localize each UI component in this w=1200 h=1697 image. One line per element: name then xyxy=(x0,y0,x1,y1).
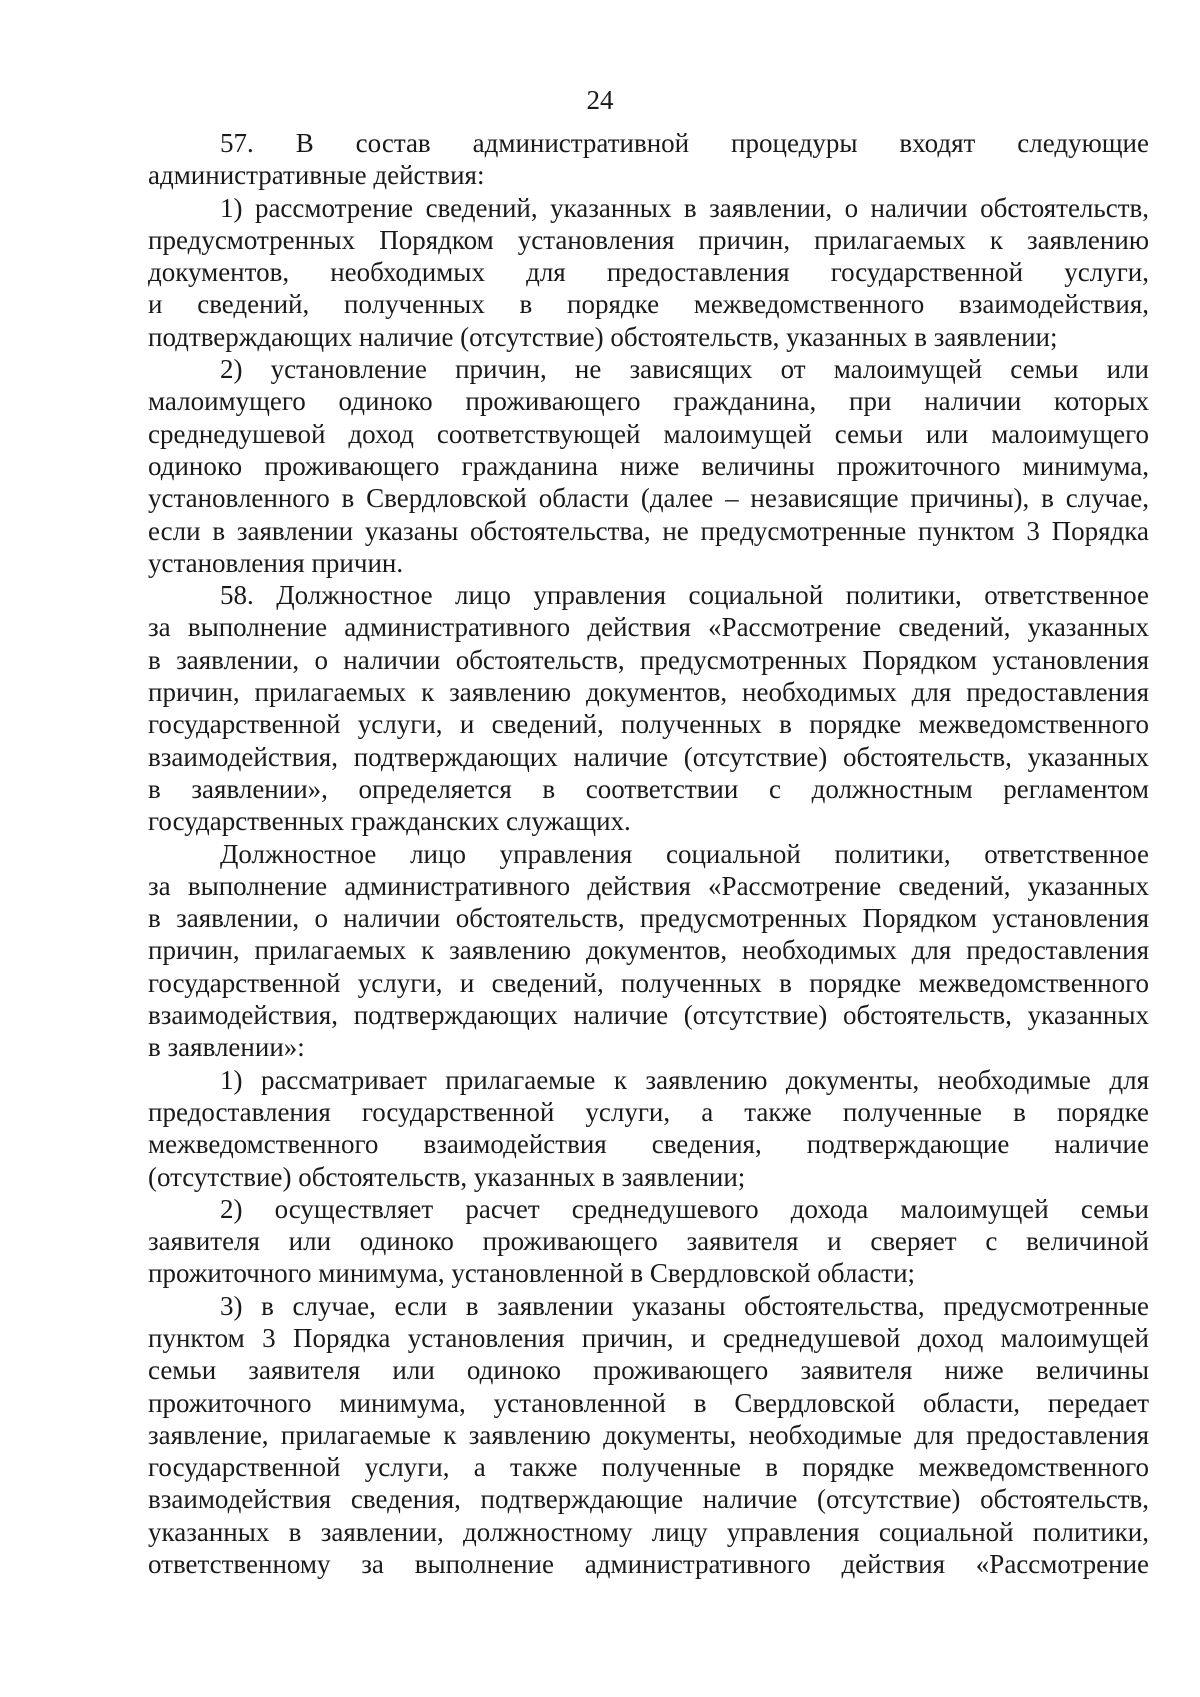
text-line: межведомственного взаимодействия сведения, подтверждающие наличие xyxy=(148,1129,1149,1160)
text-line: 3) в случае, если в заявлении указаны обстоятельства, предусмотренные xyxy=(220,1290,1149,1321)
paragraph xyxy=(148,1290,1149,1581)
text-line: взаимодействия сведения, подтверждающие наличие (отсутствие) обстоятельств, xyxy=(148,1484,1149,1515)
text-line: пунктом 3 Порядка установления причин, и среднедушевой доход малоимущей xyxy=(148,1322,1149,1353)
text-line: Должностное лицо управления социальной политики, ответственное xyxy=(220,838,1149,869)
text-line: причин, прилагаемых к заявлению документов, необходимых для предоставления xyxy=(148,677,1149,708)
text-line: документов, необходимых для предоставления государственной услуги, xyxy=(148,257,1149,288)
paragraph xyxy=(148,1064,1149,1193)
text-line: причин, прилагаемых к заявлению документов, необходимых для предоставления xyxy=(148,935,1149,966)
text-line: если в заявлении указаны обстоятельства, не предусмотренные пунктом 3 Порядка xyxy=(148,515,1149,546)
text-line: в заявлении»: xyxy=(148,1032,305,1063)
paragraph xyxy=(148,579,1149,837)
text-line: 2) осуществляет расчет среднедушевого дохода малоимущей семьи xyxy=(220,1193,1149,1224)
text-line: за выполнение административного действия «Рассмотрение сведений, указанных xyxy=(148,612,1149,643)
text-line: ответственному за выполнение административного действия «Рассмотрение xyxy=(148,1549,1149,1580)
text-line: административные действия: xyxy=(148,160,485,191)
text-line: заявителя или одиноко проживающего заявителя и сверяет с величиной xyxy=(148,1226,1149,1257)
text-line: подтверждающих наличие (отсутствие) обстоятельств, указанных в заявлении; xyxy=(148,321,1058,352)
text-line: одиноко проживающего гражданина ниже величины прожиточного минимума, xyxy=(148,450,1149,481)
text-line: за выполнение административного действия «Рассмотрение сведений, указанных xyxy=(148,870,1149,901)
paragraph xyxy=(148,1193,1149,1290)
text-line: 1) рассматривает прилагаемые к заявлению документы, необходимые для xyxy=(220,1064,1149,1095)
text-line: прожиточного минимума, установленной в Свердловской области, передает xyxy=(148,1387,1149,1418)
text-line: установления причин. xyxy=(148,547,404,578)
text-line: государственной услуги, и сведений, полученных в порядке межведомственного xyxy=(148,709,1149,740)
text-line: 58. Должностное лицо управления социальной политики, ответственное xyxy=(220,580,1149,611)
text-line: семьи заявителя или одиноко проживающего заявителя ниже величины xyxy=(148,1355,1149,1386)
text-line: заявление, прилагаемые к заявлению документы, необходимые для предоставления xyxy=(148,1419,1149,1450)
text-line: в заявлении, о наличии обстоятельств, предусмотренных Порядком установления xyxy=(148,903,1149,934)
text-line: (отсутствие) обстоятельств, указанных в заявлении; xyxy=(148,1161,746,1192)
text-line: в заявлении», определяется в соответствии с должностным регламентом xyxy=(148,773,1149,804)
paragraph xyxy=(148,127,1149,192)
text-line: взаимодействия, подтверждающих наличие (отсутствие) обстоятельств, указанных xyxy=(148,1000,1149,1031)
page-number: 24 xyxy=(586,85,614,115)
text-line: установленного в Свердловской области (далее – независящие причины), в случае, xyxy=(148,483,1149,514)
text-line: 1) рассмотрение сведений, указанных в заявлении, о наличии обстоятельств, xyxy=(220,192,1149,223)
paragraph xyxy=(148,838,1149,1064)
text-line: 57. В состав административной процедуры входят следующие xyxy=(220,128,1149,158)
text-line: предоставления государственной услуги, а также полученные в порядке xyxy=(148,1096,1149,1127)
text-line: предусмотренных Порядком установления причин, прилагаемых к заявлению xyxy=(148,224,1149,255)
text-line: в заявлении, о наличии обстоятельств, предусмотренных Порядком установления xyxy=(148,644,1149,675)
text-line: взаимодействия, подтверждающих наличие (отсутствие) обстоятельств, указанных xyxy=(148,741,1149,772)
document-body xyxy=(148,127,1149,1580)
paragraph xyxy=(148,192,1149,353)
text-line: 2) установление причин, не зависящих от малоимущей семьи или xyxy=(220,354,1149,385)
text-line: государственной услуги, и сведений, полученных в порядке межведомственного xyxy=(148,967,1149,998)
text-line: среднедушевой доход соответствующей малоимущей семьи или малоимущего xyxy=(148,418,1149,449)
paragraph xyxy=(148,353,1149,579)
text-line: государственных гражданских служащих. xyxy=(148,806,631,837)
text-line: указанных в заявлении, должностному лицу управления социальной политики, xyxy=(148,1516,1149,1547)
text-line: малоимущего одиноко проживающего гражданина, при наличии которых xyxy=(148,386,1149,417)
text-line: и сведений, полученных в порядке межведомственного взаимодействия, xyxy=(148,289,1149,320)
text-line: прожиточного минимума, установленной в Свердловской области; xyxy=(148,1258,916,1289)
text-line: государственной услуги, а также полученные в порядке межведомственного xyxy=(148,1452,1149,1483)
